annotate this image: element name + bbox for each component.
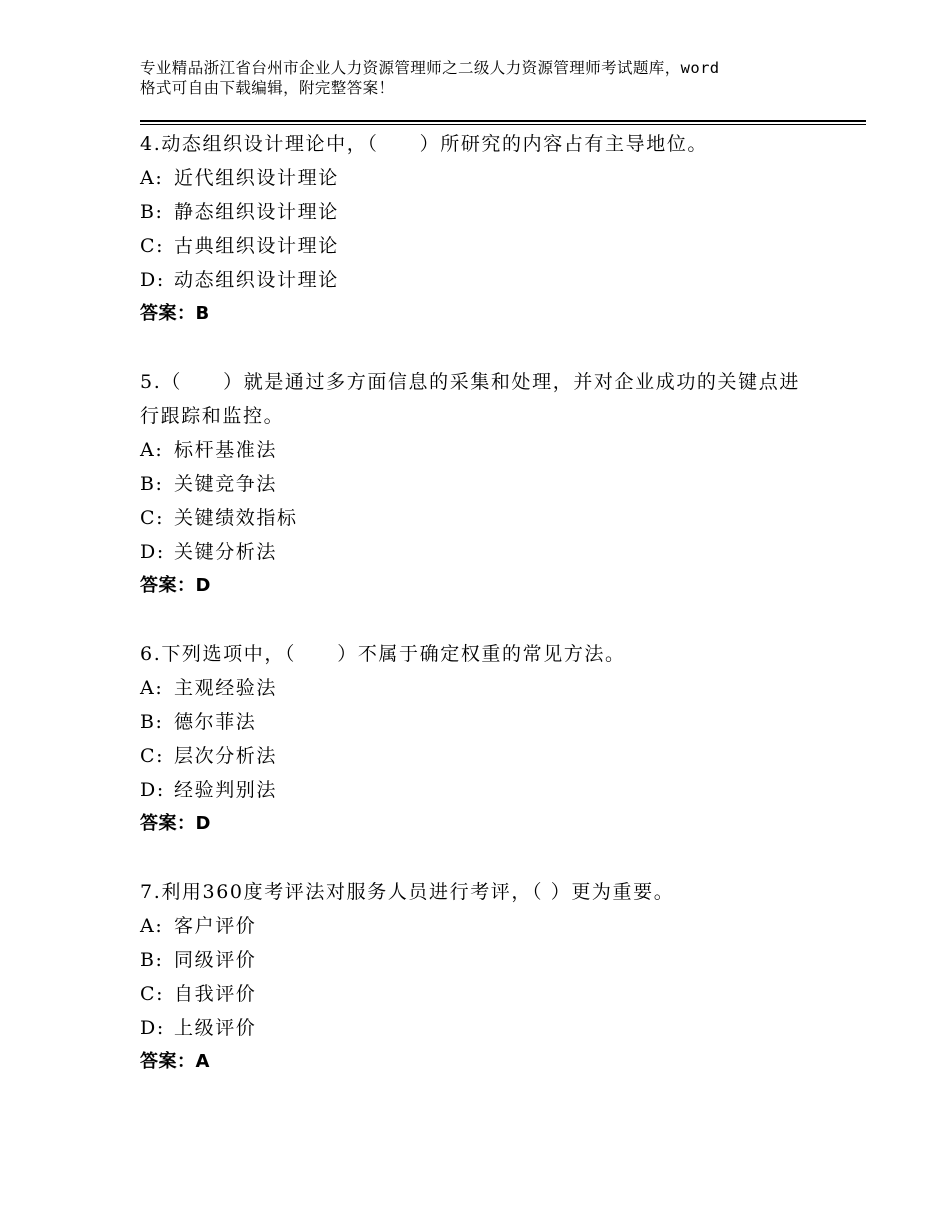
option-text: 关键绩效指标	[174, 507, 298, 529]
question-7	[140, 875, 840, 1079]
option-a	[140, 433, 840, 467]
option-letter: A:	[140, 439, 164, 461]
option-c	[140, 501, 840, 535]
option-text: 近代组织设计理论	[174, 167, 339, 189]
option-letter: A:	[140, 915, 164, 937]
option-d	[140, 535, 840, 569]
option-d	[140, 263, 840, 297]
option-letter: C:	[140, 983, 165, 1005]
header-divider	[140, 120, 866, 125]
option-text: 主观经验法	[174, 677, 278, 699]
option-d	[140, 773, 840, 807]
option-text: 客户评价	[174, 915, 257, 937]
option-letter: B:	[140, 949, 164, 971]
option-c	[140, 229, 840, 263]
option-text: 同级评价	[174, 949, 257, 971]
question-stem: 6.下列选项中，（ ）不属于确定权重的常见方法。	[140, 643, 626, 665]
header-line-2: 格式可自由下载编辑，附完整答案！	[140, 79, 395, 97]
option-c	[140, 977, 840, 1011]
option-text: 关键竞争法	[174, 473, 278, 495]
option-letter: D:	[140, 779, 165, 801]
option-text: 动态组织设计理论	[174, 269, 339, 291]
option-text: 标杆基准法	[174, 439, 278, 461]
option-letter: D:	[140, 1017, 165, 1039]
header-divider-thin	[140, 124, 866, 125]
option-a	[140, 909, 840, 943]
option-text: 自我评价	[174, 983, 257, 1005]
option-text: 静态组织设计理论	[174, 201, 339, 223]
question-stem: 4.动态组织设计理论中，（ ）所研究的内容占有主导地位。	[140, 133, 709, 155]
option-d	[140, 1011, 840, 1045]
question-stem: 7.利用360度考评法对服务人员进行考评，（ ）更为重要。	[140, 881, 675, 903]
question-6	[140, 637, 840, 841]
question-4	[140, 127, 840, 331]
option-b	[140, 943, 840, 977]
question-list	[140, 127, 840, 1113]
option-b	[140, 467, 840, 501]
option-letter: C:	[140, 507, 165, 529]
option-a	[140, 161, 840, 195]
option-text: 关键分析法	[174, 541, 278, 563]
answer-label: 答案：D	[140, 813, 211, 834]
option-letter: A:	[140, 167, 164, 189]
option-text: 经验判别法	[174, 779, 278, 801]
option-a	[140, 671, 840, 705]
option-b	[140, 705, 840, 739]
option-letter: C:	[140, 235, 165, 257]
option-letter: B:	[140, 711, 164, 733]
option-letter: D:	[140, 541, 165, 563]
option-letter: D:	[140, 269, 165, 291]
question-stem: 5.（ ）就是通过多方面信息的采集和处理，并对企业成功的关键点进行跟踪和监控。	[140, 371, 800, 427]
header-divider-thick	[140, 120, 866, 122]
option-c	[140, 739, 840, 773]
option-letter: B:	[140, 473, 164, 495]
option-b	[140, 195, 840, 229]
option-letter: C:	[140, 745, 165, 767]
option-text: 层次分析法	[174, 745, 278, 767]
option-text: 古典组织设计理论	[174, 235, 339, 257]
document-header	[140, 58, 840, 98]
option-text: 德尔菲法	[174, 711, 257, 733]
answer-label: 答案：A	[140, 1051, 210, 1072]
option-letter: A:	[140, 677, 164, 699]
option-text: 上级评价	[174, 1017, 257, 1039]
question-5	[140, 365, 840, 603]
option-letter: B:	[140, 201, 164, 223]
answer-label: 答案：D	[140, 575, 211, 596]
header-line-1: 专业精品浙江省台州市企业人力资源管理师之二级人力资源管理师考试题库，word	[140, 59, 720, 77]
answer-label: 答案：B	[140, 303, 210, 324]
